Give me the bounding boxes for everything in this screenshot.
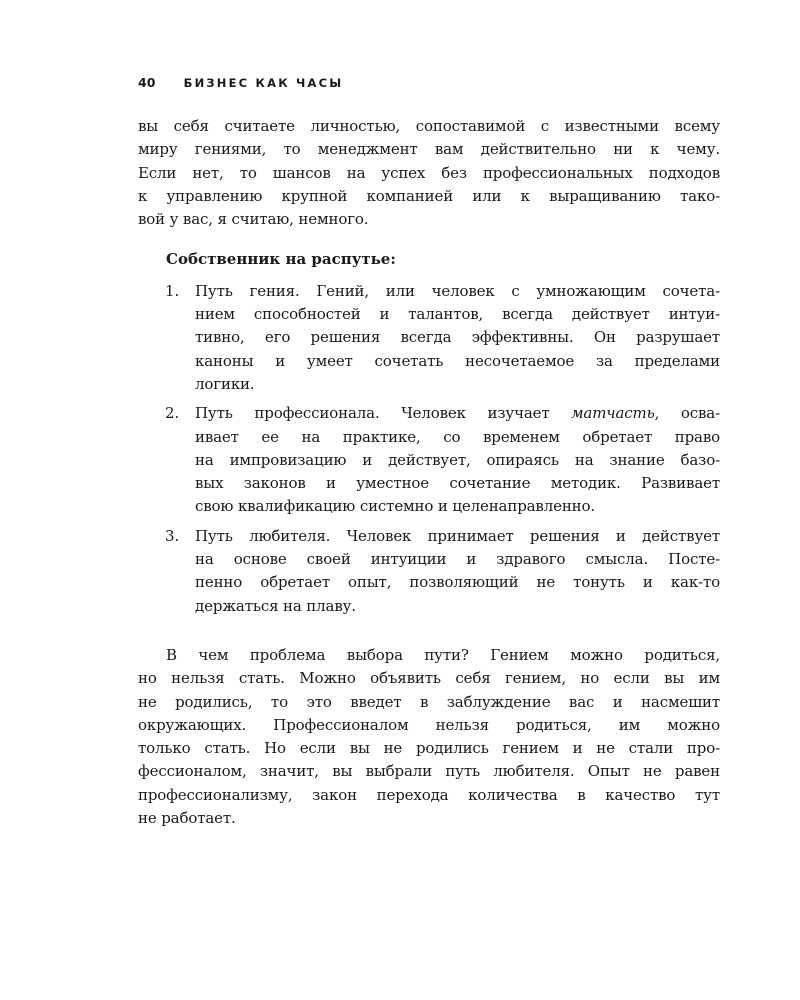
- list-item-text: [195, 402, 720, 518]
- text-line: Если нет, то шансов на успех без профессиональных подходов: [138, 163, 720, 182]
- text-line: на импровизацию и действует, опираясь на знание базо-: [195, 450, 720, 469]
- list-item: [138, 525, 720, 618]
- list-item: [138, 280, 720, 396]
- text-line: фессионалом, значит, вы выбрали путь любителя. Опыт не равен: [138, 762, 720, 781]
- text-line: тивно, его решения всегда эффективны. Он разрушает: [195, 328, 720, 347]
- list-item: [138, 402, 720, 518]
- text-line: не работает.: [138, 809, 236, 828]
- text-line: логики.: [195, 374, 255, 393]
- text-line: профессионализму, закон перехода количества в качество тут: [138, 785, 720, 804]
- text-line: только стать. Но если вы не родились гением и не стали про-: [138, 739, 720, 758]
- text-line: вой у вас, я считаю, немного.: [138, 210, 369, 229]
- emphasis-term: матчасть: [571, 404, 655, 423]
- list-item-text: [195, 525, 720, 618]
- running-header: [138, 74, 720, 92]
- closing-paragraph: [138, 644, 720, 830]
- text-line: ивает ее на практике, со временем обретает право: [195, 427, 720, 446]
- text-line: держаться на плаву.: [195, 596, 356, 615]
- list-marker: 3.: [165, 526, 180, 545]
- text-line: каноны и умеет сочетать несочетаемое за пределами: [195, 351, 720, 370]
- text-line: вых законов и уместное сочетание методик. Развивает: [195, 474, 720, 493]
- intro-paragraph: [138, 115, 720, 231]
- text-line: свою квалификацию системно и целенаправленно.: [195, 497, 596, 516]
- text-line: миру гениями, то менеджмент вам действительно ни к чему.: [138, 140, 720, 159]
- text-line: нием способностей и талантов, всегда действует интуи-: [195, 305, 720, 324]
- section-heading: Собственник на распутье:: [166, 250, 396, 269]
- text-line: пенно обретает опыт, позволяющий не тонуть и как-то: [195, 573, 720, 592]
- list-marker: 1.: [165, 281, 180, 300]
- text-line: Путь любителя. Человек принимает решения и действует: [195, 526, 720, 545]
- book-title: БИЗНЕС КАК ЧАСЫ: [183, 76, 344, 90]
- page-number: 40: [138, 75, 156, 90]
- book-page: [138, 74, 720, 830]
- text-line: не родились, то это введет в заблуждение вас и насмешит: [138, 692, 720, 711]
- list-marker: 2.: [165, 404, 180, 423]
- list-item-text: [195, 280, 720, 396]
- text-run: , осва-: [654, 404, 720, 423]
- text-line: [195, 402, 720, 425]
- text-line: окружающих. Профессионалом нельзя родиться, им можно: [138, 715, 720, 734]
- text-line: В чем проблема выбора пути? Гением можно родиться,: [166, 645, 720, 664]
- text-line: но нельзя стать. Можно объявить себя гением, но если вы им: [138, 669, 720, 688]
- text-run: Путь профессионала. Человек изучает: [195, 404, 572, 423]
- text-line: на основе своей интуиции и здравого смысла. Посте-: [195, 550, 720, 569]
- text-line: Путь гения. Гений, или человек с умножающим сочета-: [195, 281, 720, 300]
- text-line: к управлению крупной компанией или к выращиванию тако-: [138, 186, 720, 205]
- paths-list: [138, 280, 720, 618]
- text-line: вы себя считаете личностью, сопоставимой с известными всему: [138, 117, 720, 135]
